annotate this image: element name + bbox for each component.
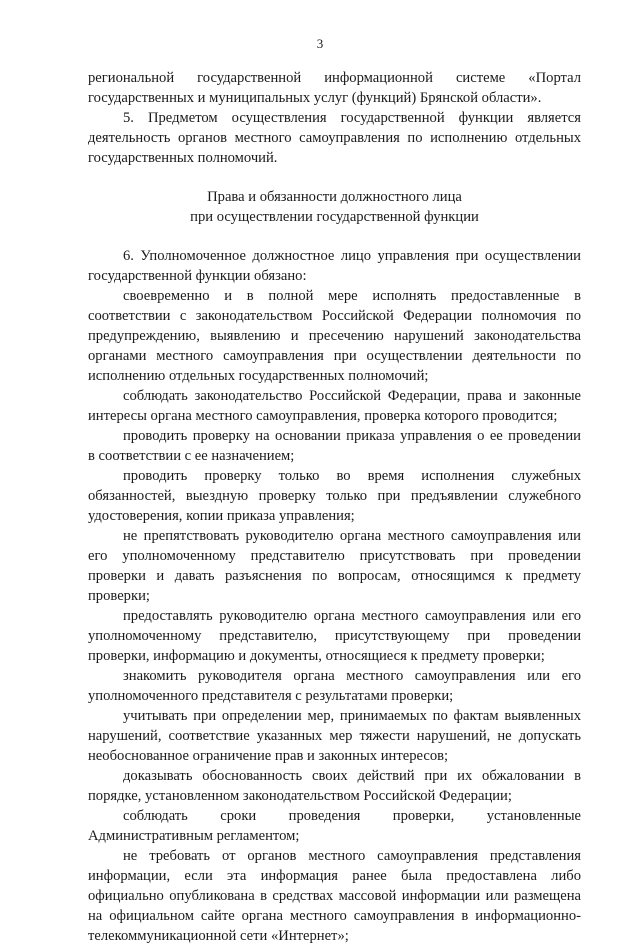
spacer xyxy=(88,227,581,246)
intro-paragraph xyxy=(88,108,581,168)
text-line: своевременно и в полной мере исполнять предоставленные в xyxy=(123,288,581,304)
intro-paragraphs xyxy=(88,68,581,168)
document-body xyxy=(88,68,581,946)
text-line: необоснованное ограничение прав и законных интересов; xyxy=(88,748,449,764)
text-line: соответствии с законодательством Российской Федерации полномочия по xyxy=(88,308,581,324)
duty-paragraph xyxy=(88,806,581,846)
text-line: региональной государственной информационной системе «Портал xyxy=(88,70,581,86)
text-line: исполнению отдельных государственных полномочий; xyxy=(88,368,429,384)
text-line: 6. Уполномоченное должностное лицо управления при осуществлении xyxy=(123,248,581,264)
text-line: телекоммуникационной сети «Интернет»; xyxy=(88,928,349,944)
text-line: проводить проверку только во время исполнения служебных xyxy=(123,468,581,484)
text-line: уполномоченного представителя с результатами проверки; xyxy=(88,688,454,704)
text-line: деятельность органов местного самоуправления по исполнению отдельных xyxy=(88,130,581,146)
page-number: 3 xyxy=(316,36,324,51)
duty-paragraph xyxy=(88,466,581,526)
text-line: в соответствии с ее назначением; xyxy=(88,448,295,464)
duties-list xyxy=(88,246,581,946)
text-line: официально опубликована в средствах массовой информации или размещена xyxy=(88,888,581,904)
text-line: государственной функции обязано: xyxy=(88,268,307,284)
text-line: органами местного самоуправления при осуществлении деятельности по xyxy=(88,348,581,364)
text-line: не требовать от органов местного самоуправления представления xyxy=(123,848,581,864)
duty-paragraph xyxy=(88,246,581,286)
text-line: не препятствовать руководителю органа местного самоуправления или xyxy=(123,528,581,544)
text-line: нарушений, соответствие указанных мер тяжести нарушений, не допускать xyxy=(88,728,581,744)
spacer xyxy=(88,168,581,187)
text-line: соблюдать законодательство Российской Федерации, права и законные xyxy=(123,388,581,404)
text-line: проверки, информацию и документы, относящиеся к предмету проверки; xyxy=(88,648,545,664)
text-line: на официальном сайте органа местного самоуправления в информационно- xyxy=(88,908,581,924)
text-line: государственных полномочий. xyxy=(88,150,278,166)
text-line: Административным регламентом; xyxy=(88,828,300,844)
text-line: обязанностей, выездную проверку только при предъявлении служебного xyxy=(88,488,581,504)
text-line: порядке, установленном законодательством Российской Федерации; xyxy=(88,788,512,804)
text-line: предоставлять руководителю органа местного самоуправления или его xyxy=(123,608,581,624)
text-line: интересы органа местного самоуправления, проверка которого проводится; xyxy=(88,408,558,424)
text-line: проводить проверку на основании приказа управления о ее проведении xyxy=(123,428,581,444)
text-line: удостоверения, копии приказа управления; xyxy=(88,508,355,524)
text-line: уполномоченному представителю, присутствующему при проведении xyxy=(88,628,581,644)
text-line: информации, если эта информация ранее была предоставлена либо xyxy=(88,868,581,884)
text-line: его уполномоченному представителю присутствовать при проведении xyxy=(88,548,581,564)
intro-paragraph xyxy=(88,68,581,108)
text-line: проверки; xyxy=(88,588,150,604)
duty-paragraph xyxy=(88,426,581,466)
text-line: государственных и муниципальных услуг (функций) Брянской области». xyxy=(88,90,542,106)
text-line: проверки и давать разъяснения по вопросам, относящимся к предмету xyxy=(88,568,581,584)
duty-paragraph xyxy=(88,606,581,666)
duty-paragraph xyxy=(88,846,581,946)
text-line: 5. Предметом осуществления государственной функции является xyxy=(123,110,581,126)
duty-paragraph xyxy=(88,386,581,426)
text-line: знакомить руководителя органа местного самоуправления или его xyxy=(123,668,581,684)
text-line: учитывать при определении мер, принимаемых по фактам выявленных xyxy=(123,708,581,724)
text-line: доказывать обоснованность своих действий при их обжаловании в xyxy=(123,768,581,784)
duty-paragraph xyxy=(88,766,581,806)
section-heading-line-1: Права и обязанности должностного лица xyxy=(207,189,462,205)
duty-paragraph xyxy=(88,286,581,386)
text-line: предупреждению, выявлению и пресечению нарушений законодательства xyxy=(88,328,581,344)
duty-paragraph xyxy=(88,666,581,706)
section-heading-line-2: при осуществлении государственной функции xyxy=(190,209,479,225)
text-line: соблюдать сроки проведения проверки, установленные xyxy=(123,808,581,824)
duty-paragraph xyxy=(88,526,581,606)
duty-paragraph xyxy=(88,706,581,766)
